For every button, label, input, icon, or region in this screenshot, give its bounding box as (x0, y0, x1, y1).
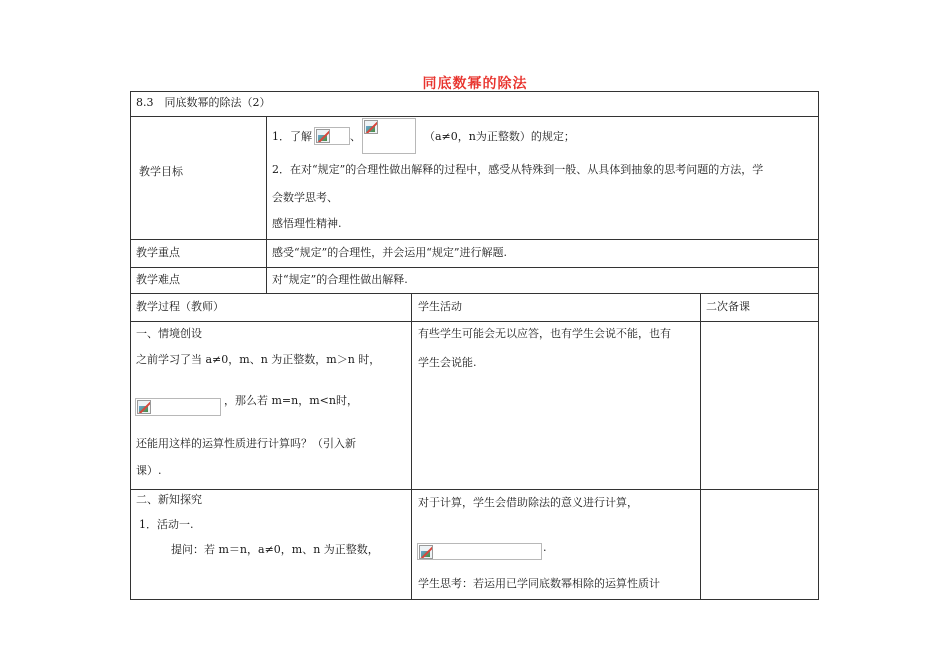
part2-students-line-1: 对于计算，学生会借助除法的意义进行计算， (418, 496, 638, 509)
part2-students-line-2-suffix: . (543, 541, 547, 554)
goals-label: 教学目标 (139, 165, 183, 178)
row-divider (131, 239, 818, 240)
part1-line-2: ，那么若 m=n，m<n时， (224, 394, 358, 407)
goal-item-2-line-2: 会数学思考、 (272, 191, 338, 204)
key-point-label: 教学重点 (136, 246, 180, 259)
difficulty-text: 对“规定”的合理性做出解释. (272, 273, 408, 286)
goal-item-2-line-1: 2．在对“规定”的合理性做出解释的过程中，感受从特殊到一般、从具体到抽象的思考问题的方法，学 (272, 163, 764, 176)
row-divider (131, 321, 818, 322)
part1-line-3: 还能用这样的运算性质进行计算吗？（引入新 (136, 437, 356, 450)
part2-heading: 二、新知探究 (136, 493, 202, 506)
broken-image-icon (364, 120, 378, 134)
broken-image-icon (316, 129, 330, 143)
column-divider (411, 293, 412, 599)
row-divider (131, 267, 818, 268)
part1-students-line-1: 有些学生可能会无以应答，也有学生会说不能，也有 (418, 327, 671, 340)
difficulty-label: 教学难点 (136, 273, 180, 286)
formula-image (314, 127, 350, 145)
column-divider (700, 293, 701, 599)
formula-image (362, 118, 416, 154)
goal-item-2-line-3: 感悟理性精神. (272, 217, 342, 230)
part1-heading: 一、情境创设 (136, 327, 202, 340)
goal-item-1-separator: 、 (350, 130, 361, 143)
part1-line-4: 课）. (136, 464, 162, 477)
column-divider (266, 116, 267, 294)
key-point-text: 感受“规定”的合理性，并会运用“规定”进行解题. (272, 246, 507, 259)
header-teacher: 教学过程（教师） (136, 300, 224, 313)
goal-item-1-suffix: （a≠0，n为正整数）的规定； (424, 130, 575, 143)
row-divider (131, 116, 818, 117)
header-notes: 二次备课 (706, 300, 750, 313)
section-heading: 8.3 同底数幂的除法（2） (136, 96, 271, 109)
goal-item-1-prefix: 1．了解 (272, 130, 312, 143)
page-title: 同底数幂的除法 (422, 76, 528, 92)
part2-activity: 1．活动一. (139, 518, 194, 531)
broken-image-icon (137, 400, 151, 414)
formula-image (417, 543, 542, 560)
broken-image-icon (419, 545, 433, 559)
part2-question: 提问：若 m＝n，a≠0，m、n 为正整数， (171, 543, 379, 556)
header-students: 学生活动 (418, 300, 462, 313)
part1-line-1: 之前学习了当 a≠0，m、n 为正整数，m＞n 时， (136, 353, 381, 366)
part2-students-line-3: 学生思考：若运用已学同底数幂相除的运算性质计 (418, 577, 660, 590)
formula-image (135, 398, 221, 416)
part1-students-line-2: 学生会说能. (418, 356, 477, 369)
lesson-plan-table (130, 91, 819, 600)
row-divider (131, 293, 818, 294)
row-divider (131, 489, 818, 490)
